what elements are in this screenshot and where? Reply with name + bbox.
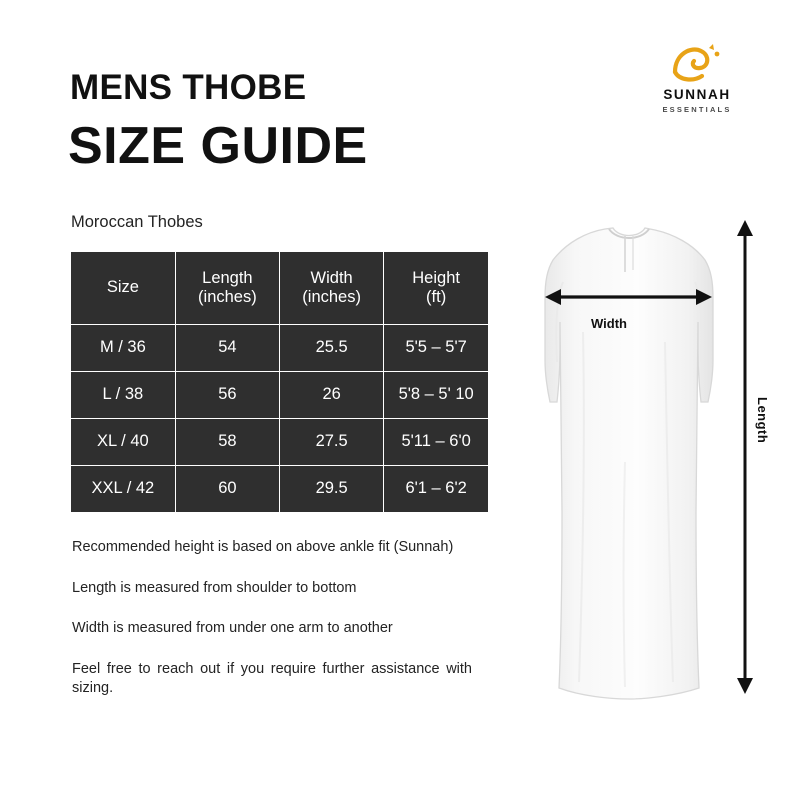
sunnah-swirl-icon	[669, 42, 725, 84]
cell-length: 60	[175, 465, 279, 512]
table-row	[71, 418, 488, 465]
cell-height: 5'11 – 6'0	[384, 418, 488, 465]
brand-logo	[642, 42, 752, 114]
table-row	[71, 465, 488, 512]
column-header-size: Size	[71, 252, 175, 324]
page-subtitle: Moroccan Thobes	[71, 213, 203, 231]
page-title-line1: MENS THOBE	[70, 68, 307, 107]
cell-length: 54	[175, 324, 279, 371]
cell-size: XL / 40	[71, 418, 175, 465]
size-table-head	[71, 252, 488, 324]
table-row	[71, 324, 488, 371]
thobe-illustration	[505, 212, 770, 757]
page-title-line2: SIZE GUIDE	[68, 117, 368, 175]
size-table-body	[71, 324, 488, 512]
size-table-container	[71, 252, 488, 512]
size-table	[71, 252, 488, 512]
cell-height: 5'8 – 5' 10	[384, 371, 488, 418]
cell-length: 58	[175, 418, 279, 465]
brand-name: SUNNAH	[663, 87, 731, 102]
note-item: Width is measured from under one arm to another	[72, 620, 393, 637]
length-dimension-label: Length	[755, 397, 770, 444]
cell-size: XXL / 42	[71, 465, 175, 512]
note-item: Recommended height is based on above ankle fit (Sunnah)	[72, 539, 454, 555]
table-row	[71, 371, 488, 418]
brand-tagline: ESSENTIALS	[662, 104, 732, 114]
cell-width: 25.5	[280, 324, 384, 371]
cell-height: 5'5 – 5'7	[384, 324, 488, 371]
cell-size: L / 38	[71, 371, 175, 418]
column-header-width: Width (inches)	[280, 252, 384, 324]
table-header-row	[71, 252, 488, 324]
cell-size: M / 36	[71, 324, 175, 371]
double-arrow-vertical-icon	[737, 220, 753, 694]
column-header-length: Length (inches)	[175, 252, 279, 324]
cell-height: 6'1 – 6'2	[384, 465, 488, 512]
column-header-height: Height (ft)	[384, 252, 488, 324]
cell-length: 56	[175, 371, 279, 418]
cell-width: 26	[280, 371, 384, 418]
notes-list	[72, 538, 472, 699]
note-item: Feel free to reach out if you require further assistance with sizing.	[72, 660, 472, 697]
thobe-garment-icon	[505, 212, 770, 757]
width-dimension-label: Width	[591, 316, 627, 331]
note-item: Length is measured from shoulder to bottom	[72, 579, 357, 596]
cell-width: 29.5	[280, 465, 384, 512]
cell-width: 27.5	[280, 418, 384, 465]
